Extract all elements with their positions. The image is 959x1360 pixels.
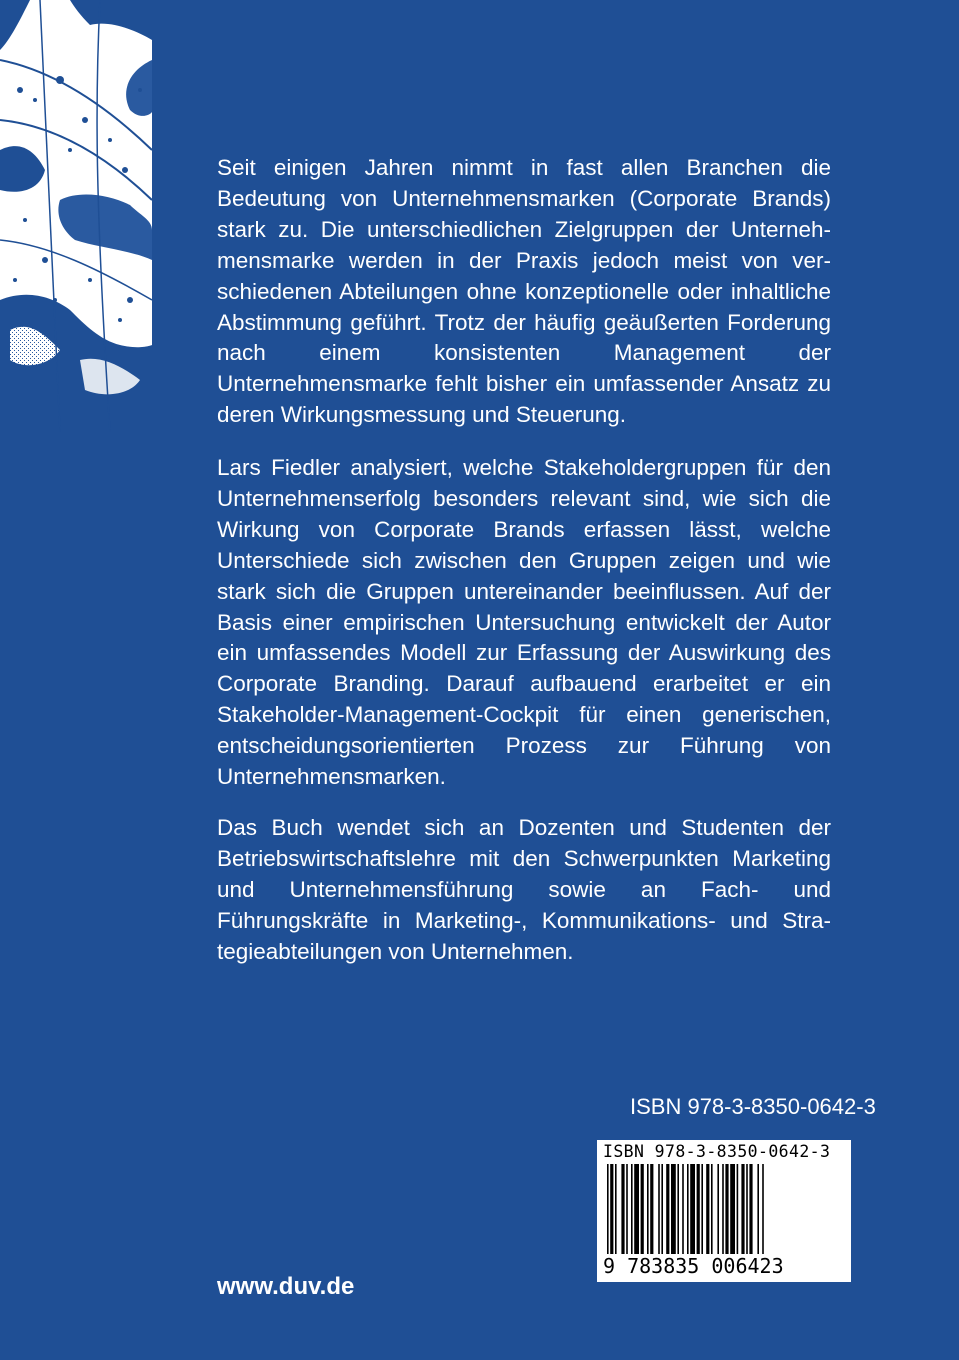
description-paragraph: Das Buch wendet sich an Dozenten und Studenten der Betriebswirtschaftslehre mit den Schwerpunkten Marketing und Unternehmensführung sowie an Fach- und Führungskräfte in Marketing-, Kommunikations- und Strategieabteilungen von Unternehmen.: [217, 815, 831, 964]
globe-illustration-icon: [0, 0, 152, 432]
description-paragraph: Lars Fiedler analysiert, welche Stakeholdergruppen für den Unternehmenserfolg besonders relevant sind, wie sich die Wirkung von Corporate Brands erfassen lässt, welche Unterschiede sich zwischen den Gruppen zeigen und wie stark sich die Gruppen untereinander beeinflussen. Auf der Basis einer empirischen Untersuchung entwickelt der Autor ein umfassendes Modell zur Erfassung der Auswirkung des Corporate Branding. Darauf aufbauend erarbeitet er ein Stakeholder-Management-Cockpit für einen generischen, entscheidungsorientierten Prozess zur Führung von Unternehmensmarken.: [217, 455, 831, 790]
publisher-website[interactable]: www.duv.de: [217, 1273, 355, 1300]
isbn-label: ISBN 978-3-8350-0642-3: [630, 1094, 876, 1119]
barcode-isbn-text: ISBN 978-3-8350-0642-3: [603, 1142, 831, 1161]
description-paragraph: Seit einigen Jahren nimmt in fast allen Branchen die Bedeutung von Unternehmensmarken (Corporate Brands) stark zu. Die unterschiedlichen Zielgruppen der Unternehmensmarke werden in der Praxis jedoch meist von verschiedenen Abteilungen ohne konzeptionelle oder inhaltliche Abstimmung geführt. Trotz der häufig geäußerten Forderung nach einem konsistenten Management der Unternehmensmarke fehlt bisher ein umfassender Ansatz zu deren Wirkungsmessung und Steuerung.: [217, 155, 831, 428]
barcode-digits: 9 783835 006423: [603, 1254, 845, 1278]
barcode-bars-icon: [607, 1164, 841, 1256]
barcode: [597, 1140, 851, 1282]
